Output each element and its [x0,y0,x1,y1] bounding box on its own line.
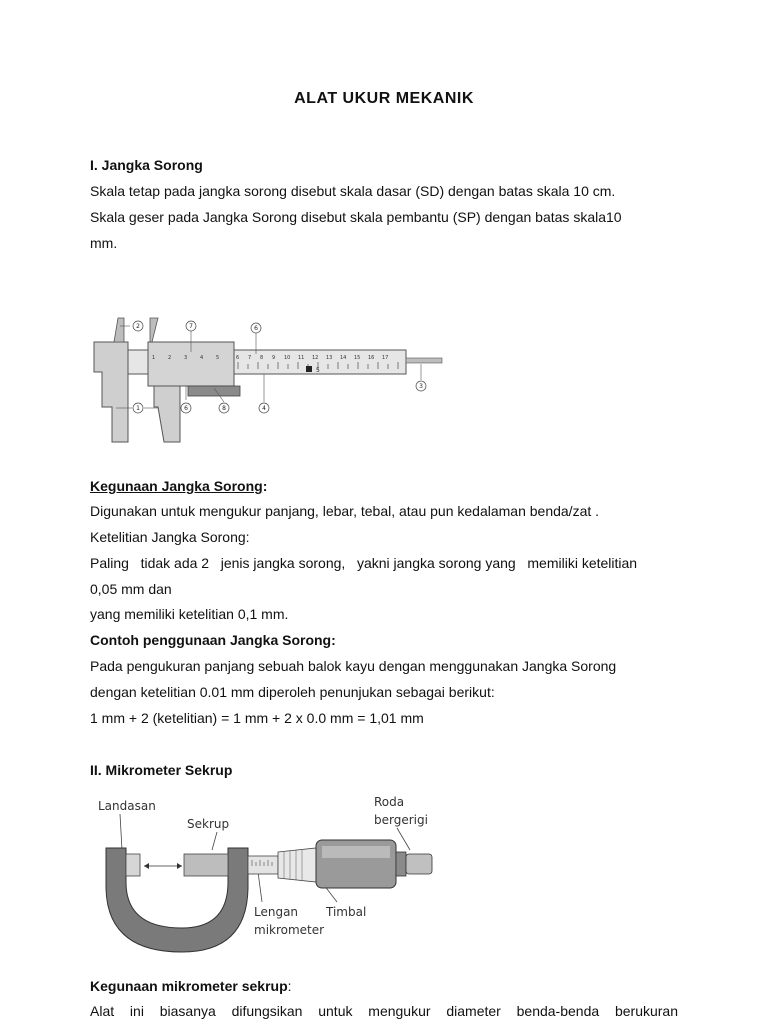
paragraph-line: Pada pengukuran panjang sebuah balok kayu dengan menggunakan Jangka Sorong [90,658,617,674]
label-mikrometer: mikrometer [254,923,325,937]
scale-number: 1 [152,355,156,361]
label-roda: Roda [374,795,405,809]
section-heading-mikrometer: II. Mikrometer Sekrup [90,762,233,778]
page-title: ALAT UKUR MEKANIK [294,90,474,107]
paragraph-line: yang memiliki ketelitian 0,1 mm. [90,606,289,622]
callout-label: 6 [184,405,188,412]
section-heading-jangka-sorong: I. Jangka Sorong [90,157,203,173]
scale-number: 8 [260,355,264,361]
label-landasan: Landasan [98,799,156,813]
scale-number: 2 [168,355,172,361]
label-bergerigi: bergerigi [374,813,428,827]
callout-label: 1 [136,405,140,412]
paragraph-line: Digunakan untuk mengukur panjang, lebar, tebal, atau pun kedalaman benda/zat . [90,503,600,519]
callout-label: 6 [254,325,258,332]
scale-number: 10 [284,355,291,361]
kegunaan-mikrometer-heading [90,976,292,996]
scale-number: 3 [184,355,188,361]
paragraph-line: 1 mm + 2 (ketelitian) = 1 mm + 2 x 0.0 mm = 1,01 mm [90,710,424,726]
scale-number: 16 [368,355,375,361]
paragraph-line: Paling tidak ada 2 jenis jangka sorong, yakni jangka sorong yang memiliki ketelitian [90,555,638,571]
paragraph-line: Alat ini biasanya difungsikan untuk mengukur diameter benda-benda berukuran [90,1003,678,1019]
paragraph-line: 0,05 mm dan [90,581,172,597]
scale-number: 13 [326,355,333,361]
label-lengan: Lengan [254,905,299,919]
paragraph-line: Skala tetap pada jangka sorong disebut skala dasar (SD) dengan batas skala 10 cm. [90,183,616,199]
kegunaan-jangka-heading [90,476,267,496]
kegunaan-jangka-heading-text: Kegunaan Jangka Sorong [90,478,263,494]
vernier-caliper-figure [88,312,448,447]
contoh-heading: Contoh penggunaan Jangka Sorong: [90,632,336,648]
label-sekrup: Sekrup [187,817,230,831]
scale-number: 14 [340,355,347,361]
scale-number: 17 [382,355,389,361]
callout-label: 4 [262,405,266,412]
callout-label: 3 [419,383,423,390]
scale-number: 9 [272,355,276,361]
scale-number: 15 [354,355,361,361]
heading-colon: : [262,478,268,494]
callout-label: 7 [189,323,193,330]
label-timbal: Timbal [326,905,367,919]
scale-number: 6 [236,355,240,361]
callout-label: 8 [222,405,226,412]
paragraph-line: mm. [90,235,118,251]
scale-number: 4 [200,355,204,361]
paragraph-line: Skala geser pada Jangka Sorong disebut skala pembantu (SP) dengan batas skala10 [90,209,622,225]
paragraph-line: Ketelitian Jangka Sorong: [90,529,250,545]
scale-number: 12 [312,355,319,361]
scale-number: 5 [216,355,220,361]
paragraph-line: dengan ketelitian 0.01 mm diperoleh penunjukan sebagai berikut: [90,684,495,700]
callout-label: 5 [316,367,320,374]
kegunaan-mikrometer-heading-text: Kegunaan mikrometer sekrup [90,978,288,994]
scale-number: 7 [248,355,252,361]
callout-marker [306,366,312,372]
callout-label: 2 [136,323,140,330]
heading-colon: : [287,978,292,994]
scale-number: 11 [298,355,305,361]
micrometer-figure [92,790,442,960]
